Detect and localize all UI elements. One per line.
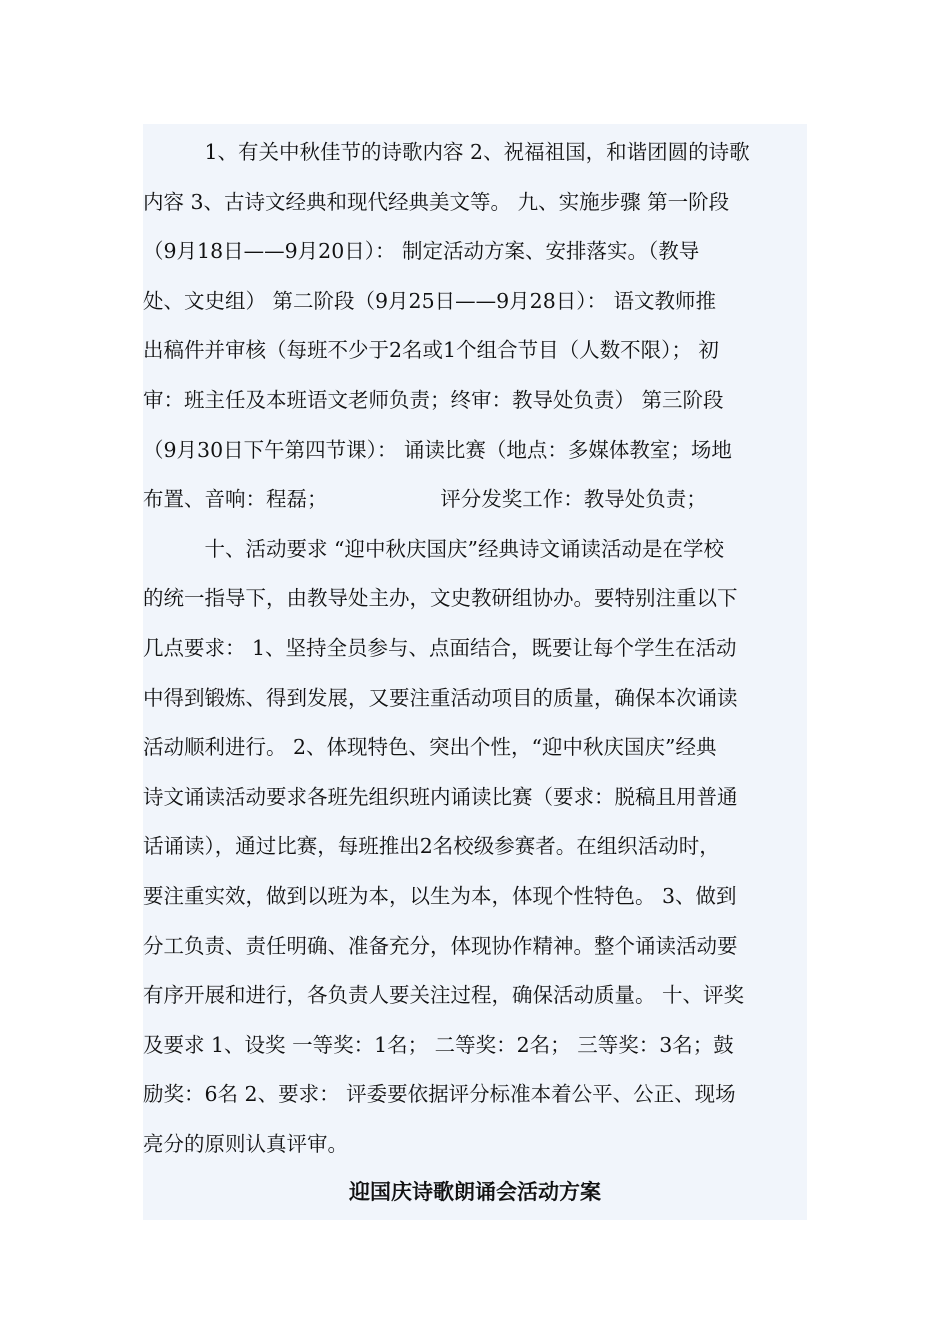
text-line: 1、有关中秋佳节的诗歌内容 2、祝福祖国，和谐团圆的诗歌 [143, 140, 750, 164]
text-line: 十、活动要求 “迎中秋庆国庆”经典诗文诵读活动是在学校 [143, 536, 724, 561]
text-line: 亮分的原则认真评审。 [143, 1131, 348, 1156]
text-line: 活动顺利进行。 2、体现特色、突出个性，“迎中秋庆国庆”经典 [143, 735, 717, 760]
text-line: 诗文诵读活动要求各班先组织班内诵读比赛（要求：脱稿且用普通 [143, 784, 738, 809]
text-line: 处、文史组） 第二阶段（9月25日——9月28日）： 语文教师推 [143, 288, 717, 313]
document-body [143, 124, 807, 1220]
text-line: （9月18日——9月20日）： 制定活动方案、安排落实。（教导 [143, 239, 700, 264]
text-line: 出稿件并审核（每班不少于2名或1个组合节目（人数不限）； 初 [143, 338, 719, 363]
text-line: 审：班主任及本班语文老师负责；终审：教导处负责） 第三阶段 [143, 387, 724, 412]
text-line: 及要求 1、设奖 一等奖：1名； 二等奖：2名； 三等奖：3名；鼓 [143, 1032, 734, 1057]
text-line: 的统一指导下，由教导处主办，文史教研组协办。要特别注重以下 [143, 586, 738, 611]
text-line: 励奖：6名 2、要求： 评委要依据评分标准本着公平、公正、现场 [143, 1082, 736, 1107]
text-line: 话诵读），通过比赛，每班推出2名校级参赛者。在组织活动时， [143, 834, 720, 859]
text-line: 内容 3、古诗文经典和现代经典美文等。 九、实施步骤 第一阶段 [143, 189, 730, 214]
text-line: 有序开展和进行，各负责人要关注过程，确保活动质量。 十、评奖 [143, 983, 745, 1008]
section-title: 迎国庆诗歌朗诵会活动方案 [349, 1180, 601, 1204]
text-line: 几点要求： 1、坚持全员参与、点面结合，既要让每个学生在活动 [143, 635, 737, 660]
text-line: （9月30日下午第四节课）： 诵读比赛（地点：多媒体教室；场地 [143, 437, 732, 462]
text-line: 分工负责、责任明确、准备充分，体现协作精神。整个诵读活动要 [143, 933, 738, 958]
text-line: 要注重实效，做到以班为本，以生为本，体现个性特色。 3、做到 [143, 883, 737, 908]
text-line: 中得到锻炼、得到发展，又要注重活动项目的质量，确保本次诵读 [143, 685, 738, 710]
text-line: 布置、音响：程磊； 评分发奖工作：教导处负责； [143, 487, 707, 512]
